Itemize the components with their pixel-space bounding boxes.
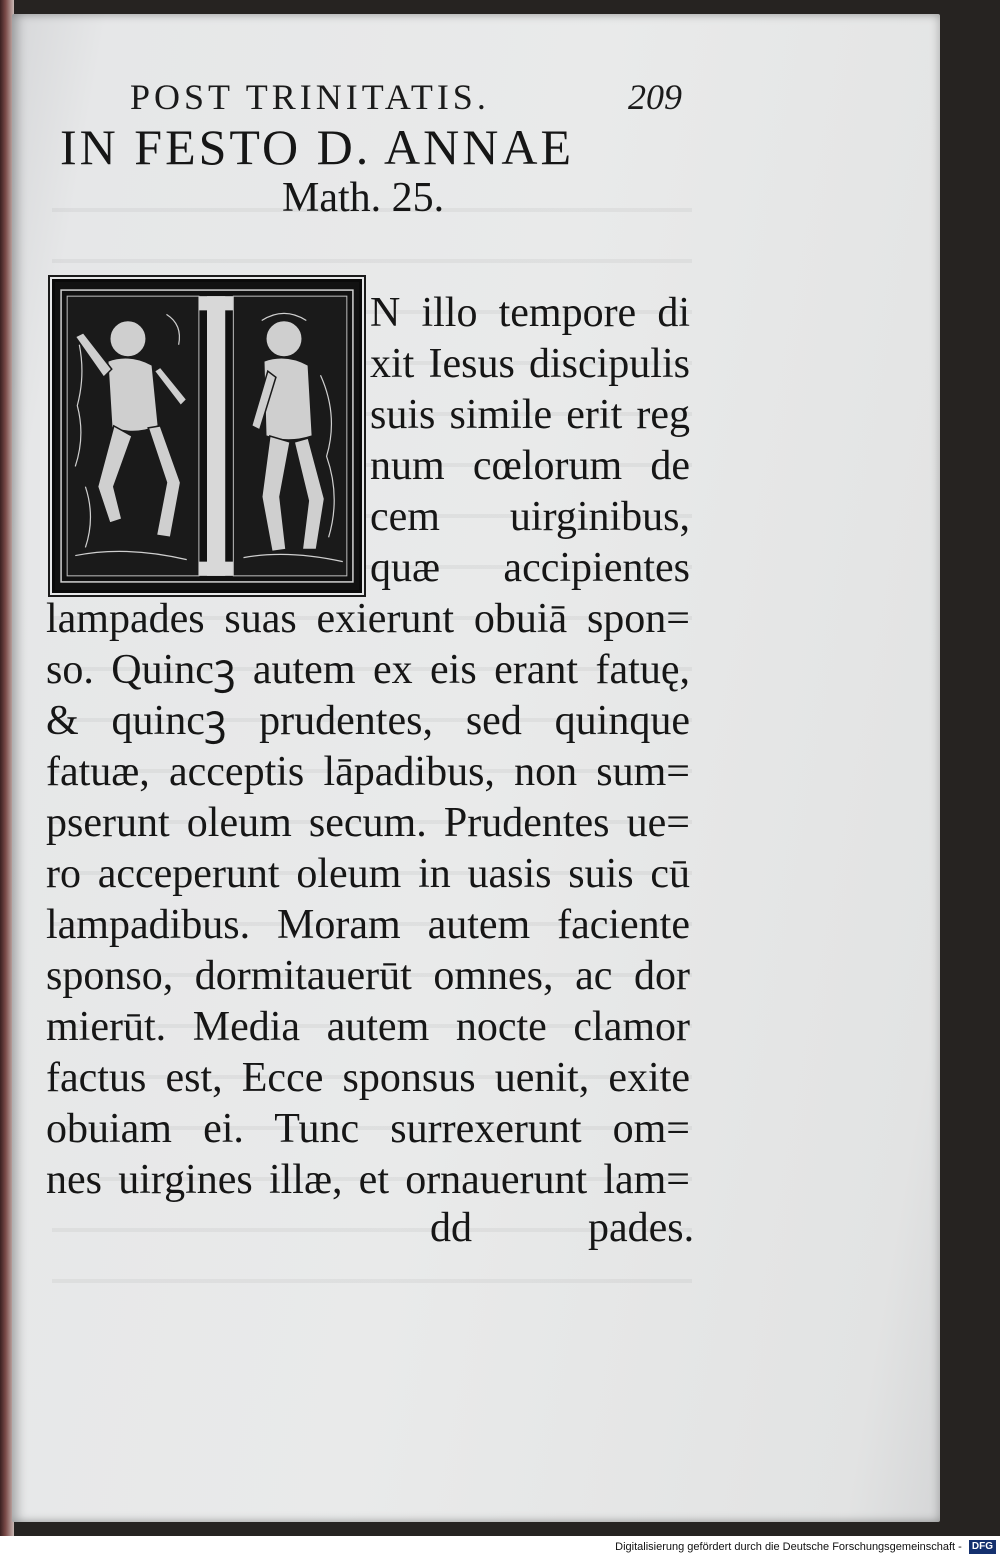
text-line: xit Iesus discipulis — [370, 341, 690, 387]
text-line: factus est, Ecce sponsus uenit, exite — [46, 1055, 690, 1101]
running-head: POST TRINITATIS. — [130, 77, 490, 117]
text-line: nes uirgines illæ, et ornauerunt lam= — [46, 1157, 690, 1203]
text-line: lampades suas exierunt obuiā spon= — [46, 596, 690, 642]
text-line: quæ accipientes — [370, 545, 690, 591]
scripture-reference: Math. 25. — [282, 175, 445, 221]
text-line: lampadibus. Moram autem faciente — [46, 902, 690, 948]
catchword: pades. — [588, 1205, 695, 1251]
woodcut-initial-illustration — [55, 282, 359, 590]
digitization-credit — [520, 1538, 996, 1556]
text-line: num cœlorum de — [370, 443, 690, 489]
page-number: 209 — [628, 77, 682, 117]
text-line: pserunt oleum secum. Prudentes ue= — [46, 800, 690, 846]
text-line: mierūt. Media autem nocte clamor — [46, 1004, 690, 1050]
text-line: obuiam ei. Tunc surrexerunt om= — [46, 1106, 690, 1152]
text-line: N illo tempore di — [370, 290, 690, 336]
dfg-logo: DFG — [969, 1540, 996, 1554]
text-line: cem uirginibus, — [370, 494, 690, 540]
credit-text: Digitalisierung gefördert durch die Deutsche Forschungsgemeinschaft - — [615, 1541, 962, 1553]
text-line: so. Quincꝫ autem ex eis erant fatuę, — [46, 647, 690, 693]
woodcut-initial-letter — [52, 279, 362, 593]
signature-mark: dd — [430, 1205, 472, 1251]
text-line: fatuæ, acceptis lāpadibus, non sum= — [46, 749, 690, 795]
page-heading: IN FESTO D. ANNAE — [60, 119, 574, 175]
text-line: sponso, dormitauerūt omnes, ac dor — [46, 953, 690, 999]
text-line: suis simile erit reg — [370, 392, 690, 438]
text-line: & quincꝫ prudentes, sed quinque — [46, 698, 690, 744]
text-line: ro acceperunt oleum in uasis suis cū — [46, 851, 690, 897]
